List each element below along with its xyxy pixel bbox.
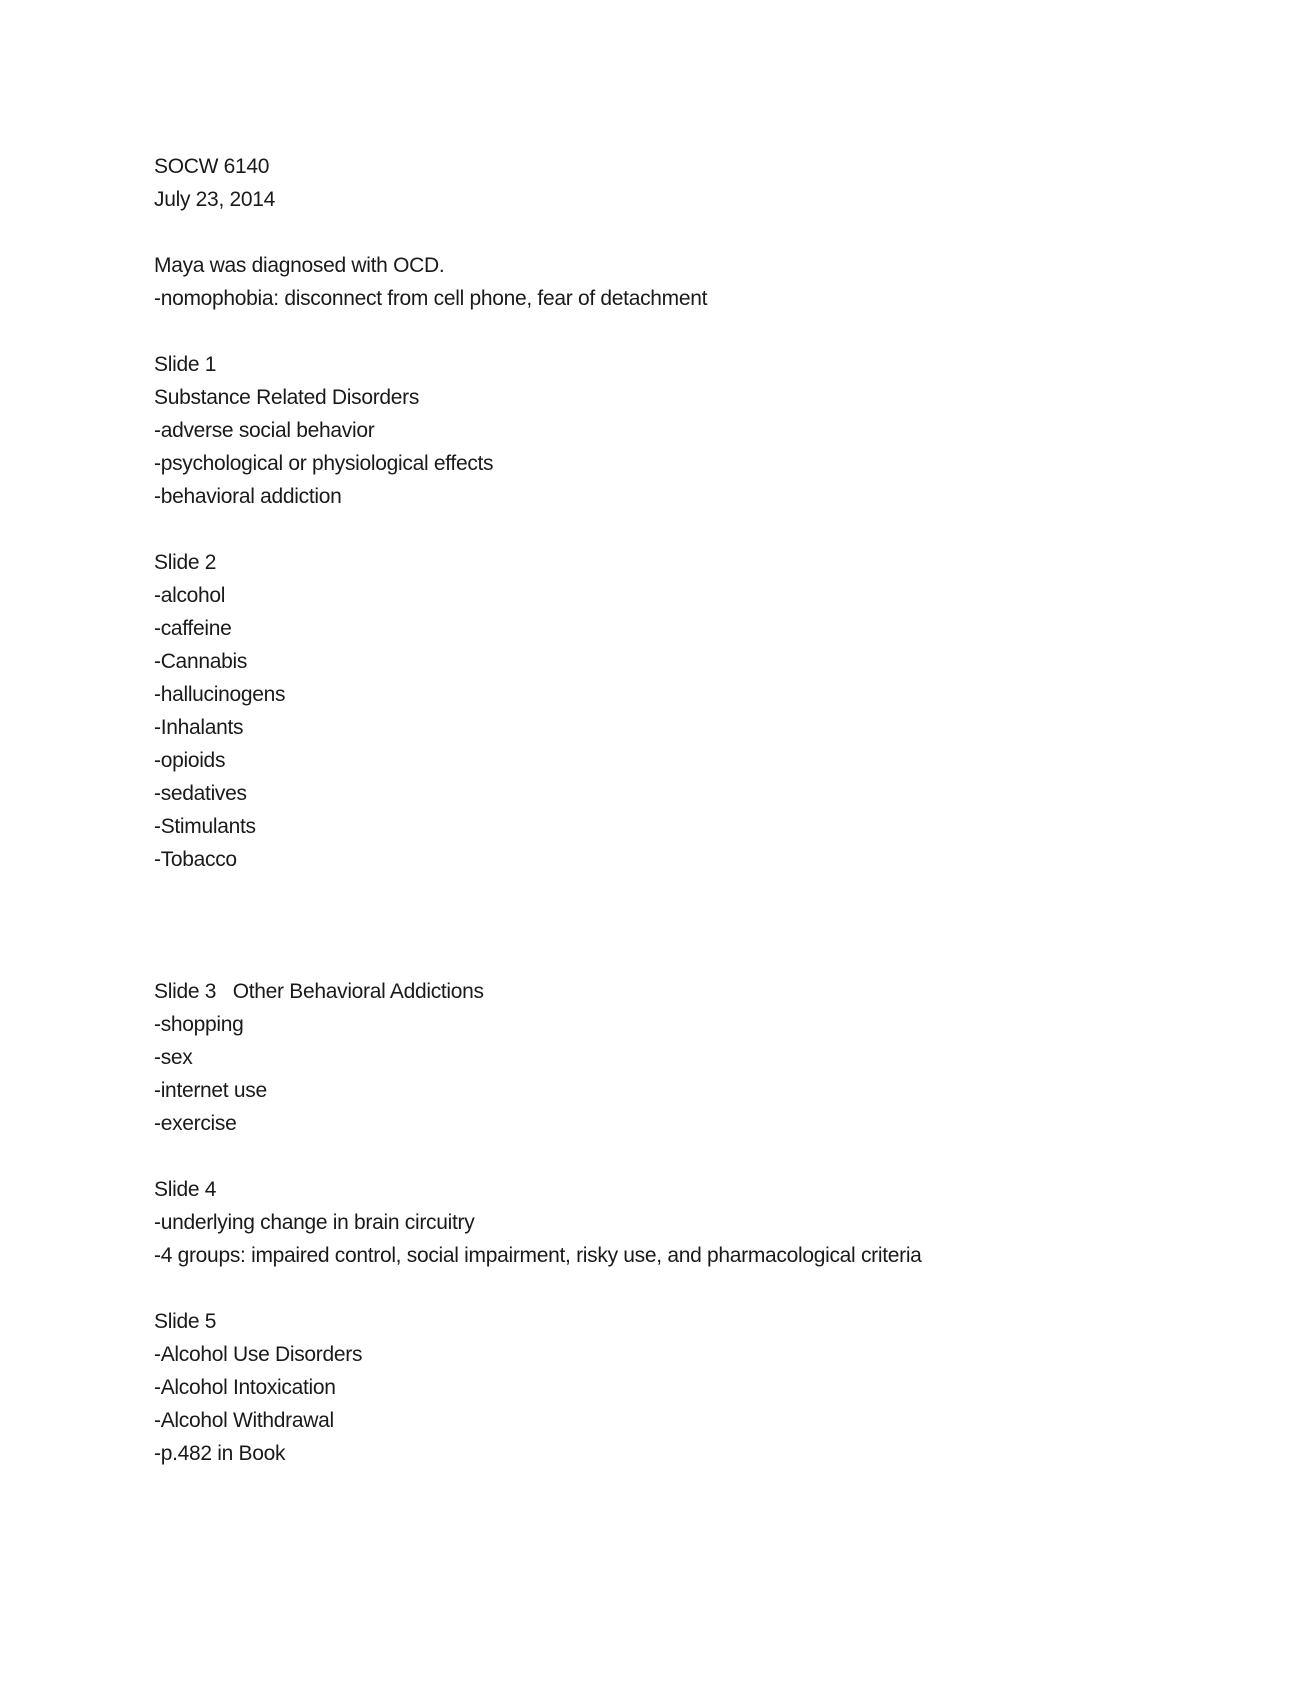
spacer — [154, 315, 1234, 348]
slide-1-heading: Slide 1 — [154, 353, 217, 376]
document-body — [154, 150, 1234, 1470]
slide-5-heading: Slide 5 — [154, 1310, 217, 1333]
slide-2-line: -Stimulants — [154, 815, 256, 838]
slide-5-line: -p.482 in Book — [154, 1442, 286, 1465]
spacer — [154, 876, 1234, 975]
slide-4-line: -4 groups: impaired control, social impairment, risky use, and pharmacological criteria — [154, 1244, 922, 1267]
slide-4-heading: Slide 4 — [154, 1178, 217, 1201]
slide-1-line: Substance Related Disorders — [154, 386, 420, 409]
slide-1-line: -adverse social behavior — [154, 419, 375, 442]
intro-line: Maya was diagnosed with OCD. — [154, 254, 445, 277]
intro-line: -nomophobia: disconnect from cell phone, fear of detachment — [154, 287, 708, 310]
slide-5-line: -Alcohol Withdrawal — [154, 1409, 334, 1432]
slide-2-heading: Slide 2 — [154, 551, 217, 574]
slide-3-line: -shopping — [154, 1013, 244, 1036]
slide-2-line: -opioids — [154, 749, 226, 772]
slide-2-line: -Cannabis — [154, 650, 248, 673]
note-date: July 23, 2014 — [154, 188, 276, 211]
spacer — [154, 216, 1234, 249]
slide-2-line: -caffeine — [154, 617, 232, 640]
course-code: SOCW 6140 — [154, 155, 270, 178]
slide-2-line: -alcohol — [154, 584, 226, 607]
slide-2-line: -sedatives — [154, 782, 247, 805]
spacer — [154, 1140, 1234, 1173]
spacer — [154, 1272, 1234, 1305]
slide-3-line: -exercise — [154, 1112, 237, 1135]
slide-5-line: -Alcohol Use Disorders — [154, 1343, 363, 1366]
slide-2-line: -Tobacco — [154, 848, 237, 871]
spacer — [154, 513, 1234, 546]
slide-5-line: -Alcohol Intoxication — [154, 1376, 336, 1399]
slide-3-line: -sex — [154, 1046, 193, 1069]
slide-1-line: -psychological or physiological effects — [154, 452, 494, 475]
slide-3-line: -internet use — [154, 1079, 267, 1102]
slide-1-line: -behavioral addiction — [154, 485, 342, 508]
slide-2-line: -hallucinogens — [154, 683, 286, 706]
slide-2-line: -Inhalants — [154, 716, 244, 739]
slide-3-heading: Slide 3 Other Behavioral Addictions — [154, 980, 484, 1003]
slide-4-line: -underlying change in brain circuitry — [154, 1211, 475, 1234]
